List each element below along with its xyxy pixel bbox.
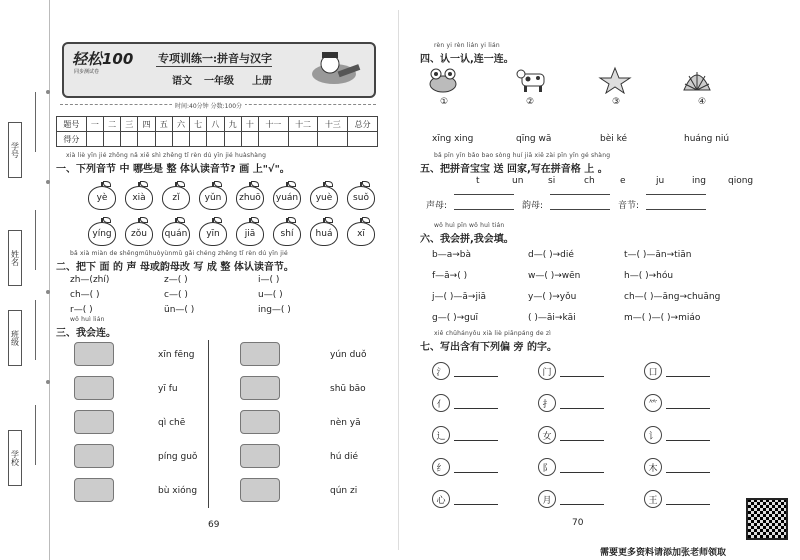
- spelling-item[interactable]: h—( )→hóu: [624, 271, 674, 281]
- match-word-left[interactable]: yī fu: [158, 384, 178, 394]
- q3-pinyin: wǒ huì lián: [70, 316, 105, 323]
- dress-icon: [240, 478, 280, 502]
- score-header-cell: 二: [103, 117, 120, 132]
- score-header-cell: 题号: [57, 117, 87, 132]
- spelling-item[interactable]: f—ā→( ): [432, 271, 468, 281]
- radical-badge: 心: [432, 490, 450, 508]
- page-number-right: 70: [572, 518, 584, 528]
- radical-badge: 王: [644, 490, 662, 508]
- score-cell[interactable]: [155, 132, 172, 147]
- spelling-item[interactable]: g—( )→guī: [432, 313, 479, 323]
- subject: 语文: [172, 76, 192, 87]
- binding-hole: [46, 180, 50, 184]
- score-header-cell: 七: [190, 117, 207, 132]
- radical-badge: 阝: [538, 458, 556, 476]
- grade: 一年级: [204, 76, 234, 87]
- score-cell[interactable]: [348, 132, 378, 147]
- radical-badge: 亻: [432, 394, 450, 412]
- radical-badge: 讠: [644, 426, 662, 444]
- match-word-right[interactable]: hú dié: [330, 452, 359, 462]
- score-header-row: [57, 117, 378, 132]
- picture-number: ②: [526, 97, 535, 107]
- q5-pinyin: bǎ pīn yīn bǎo bao sòng huí jiā xiě zài pīn yīn gé shàng: [434, 152, 611, 159]
- score-cell[interactable]: [86, 132, 103, 147]
- teddy-bear-icon: [74, 478, 114, 502]
- qr-code[interactable]: [746, 498, 788, 540]
- pinyin-syllable: un: [512, 176, 524, 186]
- syllable-apple[interactable]: yuán: [273, 186, 301, 210]
- score-header-cell: 三: [121, 117, 138, 132]
- score-header-cell: 九: [224, 117, 241, 132]
- binding-strip: [0, 0, 50, 560]
- conversion-item[interactable]: i—( ): [258, 275, 280, 285]
- match-word-left[interactable]: píng guǒ: [158, 452, 198, 462]
- syllable-apple[interactable]: suǒ: [347, 186, 375, 210]
- spelling-item[interactable]: d—( )→dié: [528, 250, 574, 260]
- answer-line[interactable]: [666, 408, 710, 409]
- match-word-right[interactable]: nèn yā: [330, 418, 361, 428]
- conversion-item[interactable]: z—( ): [164, 275, 188, 285]
- category-label: 音节:: [618, 201, 640, 211]
- answer-line[interactable]: [666, 504, 710, 505]
- apple-icon: [74, 376, 114, 400]
- conversion-item[interactable]: ing—( ): [258, 305, 291, 315]
- match-word-left[interactable]: bù xióng: [158, 486, 198, 496]
- score-cell[interactable]: [241, 132, 258, 147]
- syllable-apple[interactable]: xī: [347, 222, 375, 246]
- answer-line[interactable]: [560, 408, 604, 409]
- star-hat-icon: [598, 66, 632, 94]
- score-input-row: [57, 132, 378, 147]
- pinyin-syllable: si: [548, 176, 556, 186]
- brand-logo: 轻松100: [72, 50, 134, 68]
- binding-hole: [46, 380, 50, 384]
- match-word[interactable]: qīng wā: [516, 134, 552, 144]
- score-cell[interactable]: [258, 132, 288, 147]
- syllable-apple[interactable]: yè: [88, 186, 116, 210]
- score-cell[interactable]: [103, 132, 120, 147]
- car-icon: [74, 342, 114, 366]
- radical-badge: 门: [538, 362, 556, 380]
- picture-number: ①: [440, 97, 449, 107]
- answer-line[interactable]: [454, 472, 498, 473]
- time-score: 时间:40分钟 分数:100分: [172, 101, 245, 110]
- syllable-apple[interactable]: huá: [310, 222, 338, 246]
- term: 上册: [252, 76, 272, 87]
- answer-line[interactable]: [454, 408, 498, 409]
- category-label: 声母:: [426, 201, 448, 211]
- footer-note: 需要更多资料请添加张老师领取: [600, 548, 727, 558]
- score-cell[interactable]: [172, 132, 189, 147]
- q7-pinyin: xiě chūhányǒu xià liè piānpáng de zì: [434, 330, 552, 337]
- field-line[interactable]: [35, 92, 36, 152]
- answer-line[interactable]: [560, 440, 604, 441]
- answer-line[interactable]: [560, 504, 604, 505]
- answer-line[interactable]: [560, 376, 604, 377]
- pinyin-syllable: ju: [656, 176, 665, 186]
- column-divider: [208, 340, 209, 508]
- cartoon-boy-icon: [304, 48, 368, 92]
- match-word[interactable]: xīng xing: [432, 134, 474, 144]
- score-header-cell: 十: [241, 117, 258, 132]
- q2-title: 二、把下 面 的 声 母或韵母改 写 成 整 体认读音节。: [56, 262, 294, 273]
- match-word-right[interactable]: yún duǒ: [330, 350, 367, 360]
- score-header-cell: 十三: [318, 117, 348, 132]
- score-cell[interactable]: [190, 132, 207, 147]
- shirt-icon: [74, 444, 114, 468]
- match-word[interactable]: bèi ké: [600, 134, 628, 144]
- picture-number: ③: [612, 97, 621, 107]
- page-number-left: 69: [208, 520, 220, 530]
- conversion-item[interactable]: u—( ): [258, 290, 283, 300]
- q2-pinyin: bǎ xià miàn de shēngmǔhuòyùnmǔ gǎi chéng zhěng tǐ rèn dú yīn jié: [70, 250, 288, 257]
- syllable-apple[interactable]: yīn: [199, 222, 227, 246]
- cloud-icon: [240, 410, 280, 434]
- answer-line[interactable]: [454, 376, 498, 377]
- field-line[interactable]: [35, 405, 36, 465]
- radical-badge: 氵: [432, 362, 450, 380]
- backpack-icon: [240, 444, 280, 468]
- score-table: [56, 116, 378, 147]
- match-word[interactable]: huáng niú: [684, 134, 730, 144]
- answer-line[interactable]: [454, 440, 498, 441]
- q6-title: 六、我会拼,我会填。: [420, 234, 514, 245]
- score-cell[interactable]: [138, 132, 155, 147]
- field-line[interactable]: [35, 300, 36, 360]
- syllable-apple[interactable]: quán: [162, 222, 190, 246]
- spelling-item[interactable]: b—a→bà: [432, 250, 471, 260]
- field-label: 班级: [8, 310, 22, 366]
- pinyin-writing-grid[interactable]: [550, 194, 610, 210]
- pinyin-syllable: qiong: [728, 176, 754, 186]
- conversion-item[interactable]: zh—(zhí): [70, 275, 110, 285]
- radical-badge: 辶: [432, 426, 450, 444]
- syllable-apple[interactable]: zǒu: [125, 222, 153, 246]
- answer-line[interactable]: [666, 440, 710, 441]
- field-label: 学校: [8, 430, 22, 486]
- field-line[interactable]: [35, 210, 36, 270]
- frog-icon: [426, 66, 460, 94]
- sprout-icon: [240, 376, 280, 400]
- pinyin-writing-grid[interactable]: [646, 194, 706, 210]
- syllable-apple[interactable]: yuè: [310, 186, 338, 210]
- category-label: 韵母:: [522, 201, 544, 211]
- conversion-item[interactable]: ün—( ): [164, 305, 195, 315]
- conversion-item[interactable]: r—( ): [70, 305, 93, 315]
- spelling-item[interactable]: y—( )→yǒu: [528, 292, 577, 302]
- syllable-apple[interactable]: shí: [273, 222, 301, 246]
- title-divider: [156, 66, 272, 67]
- pinyin-syllable: t: [476, 176, 480, 186]
- syllable-apple[interactable]: zǐ: [162, 186, 190, 210]
- butterfly-icon: [240, 342, 280, 366]
- radical-badge: 月: [538, 490, 556, 508]
- answer-line[interactable]: [454, 504, 498, 505]
- header-banner: [62, 42, 376, 98]
- radical-badge: 扌: [538, 394, 556, 412]
- score-row-label: 得分: [57, 132, 87, 147]
- shell-icon: [680, 66, 714, 94]
- brand-subtitle: 同步测试卷: [74, 69, 100, 75]
- syllable-apple[interactable]: yǔn: [199, 186, 227, 210]
- conversion-item[interactable]: ch—( ): [70, 290, 100, 300]
- radical-badge: 女: [538, 426, 556, 444]
- score-cell[interactable]: [207, 132, 224, 147]
- q1-title: 一、下列音节 中 哪些是 整 体认读音节? 画 上"√"。: [56, 164, 290, 175]
- radical-badge: 木: [644, 458, 662, 476]
- score-header-cell: 八: [207, 117, 224, 132]
- score-cell[interactable]: [318, 132, 348, 147]
- q3-title: 三、我会连。: [56, 328, 116, 339]
- binding-hole: [46, 290, 50, 294]
- score-cell[interactable]: [288, 132, 318, 147]
- picture-number: ④: [698, 97, 707, 107]
- score-header-cell: 四: [138, 117, 155, 132]
- spelling-item[interactable]: w—( )→wēn: [528, 271, 581, 281]
- q5-title: 五、把拼音宝宝 送 回家,写在拼音格 上 。: [420, 164, 608, 175]
- spelling-item[interactable]: t—( )—ān→tiān: [624, 250, 692, 260]
- spelling-item[interactable]: ch—( )—āng→chuāng: [624, 292, 721, 302]
- field-label: 学号: [8, 122, 22, 178]
- score-cell[interactable]: [224, 132, 241, 147]
- spelling-item[interactable]: j—( )—ā→jiā: [432, 292, 486, 302]
- pinyin-syllable: e: [620, 176, 626, 186]
- q4-title: 四、认一认,连一连。: [420, 54, 514, 65]
- answer-line[interactable]: [666, 472, 710, 473]
- pinyin-syllable: ch: [584, 176, 595, 186]
- syllable-apple[interactable]: xià: [125, 186, 153, 210]
- match-word-left[interactable]: xīn fēng: [158, 350, 195, 360]
- cow-icon: [516, 66, 550, 94]
- score-header-cell: 五: [155, 117, 172, 132]
- radical-badge: 纟: [432, 458, 450, 476]
- score-header-cell: 十一: [258, 117, 288, 132]
- syllable-apple[interactable]: yíng: [88, 222, 116, 246]
- score-header-cell: 总分: [348, 117, 378, 132]
- answer-line[interactable]: [560, 472, 604, 473]
- envelope-icon: [74, 410, 114, 434]
- q4-pinyin: rèn yi rèn lián yi lián: [434, 42, 500, 49]
- q1-pinyin: xià liè yīn jié zhōng nǎ xiē shì zhěng tǐ rèn dú yīn jié huàshàng: [66, 152, 267, 159]
- score-header-cell: 十二: [288, 117, 318, 132]
- match-word-right[interactable]: qún zi: [330, 486, 358, 496]
- match-word-right[interactable]: shū bāo: [330, 384, 366, 394]
- score-cell[interactable]: [121, 132, 138, 147]
- q7-title: 七、写出含有下列偏 旁 的字。: [420, 342, 557, 353]
- answer-line[interactable]: [666, 376, 710, 377]
- syllable-apple[interactable]: jiā: [236, 222, 264, 246]
- binding-hole: [46, 90, 50, 94]
- score-header-cell: 一: [86, 117, 103, 132]
- match-word-left[interactable]: qì chē: [158, 418, 186, 428]
- spelling-item[interactable]: ( )—āi→kāi: [528, 313, 576, 323]
- conversion-item[interactable]: c—( ): [164, 290, 188, 300]
- field-label: 姓名: [8, 230, 22, 286]
- score-header-cell: 六: [172, 117, 189, 132]
- page-title: 专项训练一:拼音与汉字: [158, 52, 273, 65]
- pinyin-syllable: ing: [692, 176, 706, 186]
- radical-badge: ⺮: [644, 394, 662, 412]
- radical-badge: 口: [644, 362, 662, 380]
- pinyin-writing-grid[interactable]: [454, 194, 514, 210]
- spelling-item[interactable]: m—( )—( )→miáo: [624, 313, 701, 323]
- q6-pinyin: wǒ huì pīn wǒ huì tián: [434, 222, 505, 229]
- syllable-apple[interactable]: zhuō: [236, 186, 264, 210]
- page-fold: [398, 10, 399, 550]
